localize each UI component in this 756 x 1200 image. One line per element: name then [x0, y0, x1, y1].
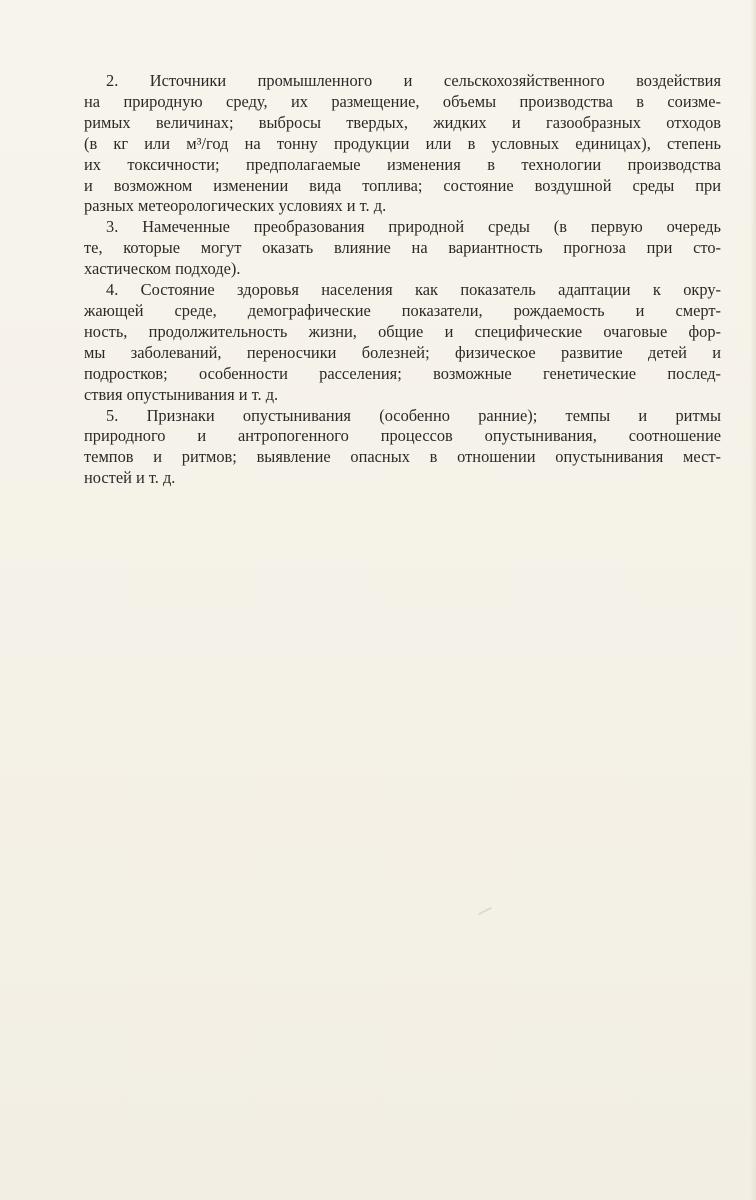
text-line: и возможном изменении вида топлива; состояние воздушной среды при	[84, 175, 721, 195]
text-line: разных метеорологических условиях и т. д.	[84, 196, 387, 216]
paragraph-2	[84, 71, 721, 217]
text-line: 2. Источники промышленного и сельскохозяйственного воздействия	[106, 71, 721, 90]
text-line: на природную среду, их размещение, объемы производства в соизме-	[84, 91, 721, 111]
text-line: 3. Намеченные преобразования природной среды (в первую очередь	[106, 217, 721, 237]
text-line: те, которые могут оказать влияние на вариантность прогноза при сто-	[84, 238, 721, 258]
paragraph-4	[84, 280, 721, 405]
scan-speck	[478, 907, 491, 915]
text-line: подростков; особенности расселения; возможные генетические послед-	[84, 363, 721, 383]
text-line: природного и антропогенного процессов опустынивания, соотношение	[84, 426, 721, 446]
text-line: темпов и ритмов; выявление опасных в отношении опустынивания мест-	[84, 447, 721, 467]
text-line: их токсичности; предполагаемые изменения в технологии производства	[84, 154, 721, 174]
text-line: ностей и т. д.	[84, 468, 176, 488]
text-line: 5. Признаки опустынивания (особенно ранние); темпы и ритмы	[106, 405, 721, 425]
document-body	[84, 71, 721, 489]
page-edge-shadow	[750, 0, 756, 1200]
text-line: (в кг или м³/год на тонну продукции или в условных единицах), степень	[84, 133, 721, 153]
text-line: ствия опустынивания и т. д.	[84, 384, 279, 404]
text-line: мы заболеваний, переносчики болезней; физическое развитие детей и	[84, 342, 721, 362]
text-line: 4. Состояние здоровья населения как показатель адаптации к окру-	[106, 280, 721, 300]
text-line: ность, продолжительность жизни, общие и специфические очаговые фор-	[84, 321, 721, 341]
text-line: жающей среде, демографические показатели, рождаемость и смерт-	[84, 300, 721, 320]
paragraph-5	[84, 406, 721, 490]
text-line: хастическом подходе).	[84, 259, 241, 279]
paragraph-3	[84, 217, 721, 280]
text-line: римых величинах; выбросы твердых, жидких и газообразных отходов	[84, 112, 721, 132]
